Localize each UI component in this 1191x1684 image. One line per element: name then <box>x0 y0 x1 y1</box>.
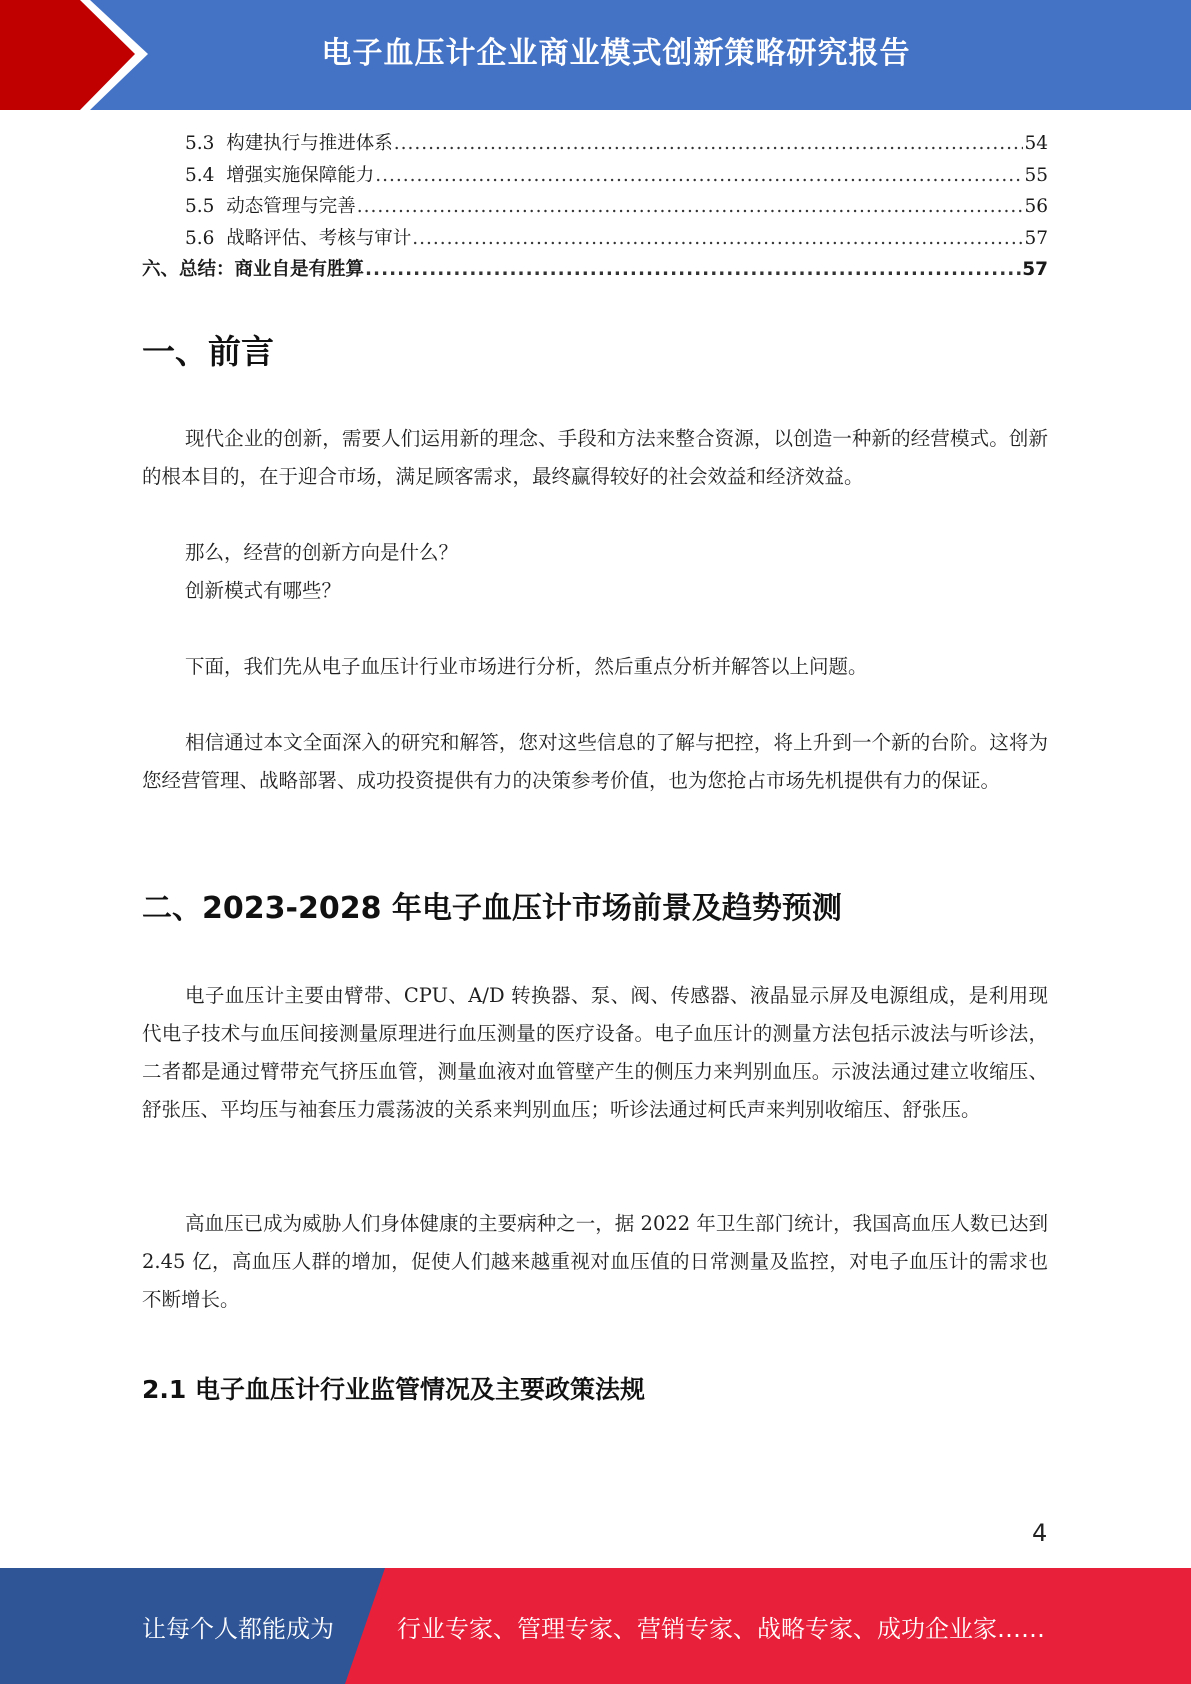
page-number: 4 <box>1032 1519 1048 1547</box>
toc-leader-dots <box>357 196 1024 217</box>
toc-leader-dots <box>365 259 1021 280</box>
preface-question-2: 创新模式有哪些？ <box>185 579 342 602</box>
toc-entry-number: 5.5 <box>185 196 215 217</box>
toc-entry-page: 55 <box>1024 164 1048 186</box>
toc-entry-chapter[interactable] <box>142 255 1048 287</box>
section-heading-preface: 一、前言 <box>142 332 274 371</box>
toc-entry-number: 5.4 <box>185 164 215 186</box>
toc-entry-page: 54 <box>1024 133 1048 154</box>
preface-paragraph-3: 相信通过本文全面深入的研究和解答，您对这些信息的了解与把控，将上升到一个新的台阶。这将为您经营管理、战略部署、成功投资提供有力的决策参考价值，也为您抢占市场先机提供有力的保证。 <box>142 731 1048 792</box>
market-paragraph-2: 高血压已成为威胁人们身体健康的主要病种之一，据 2022 年卫生部门统计，我国高血压人数已达到 2.45 亿，高血压人群的增加，促使人们越来越重视对血压值的日常测量及监控，对电子血压计的需求也不断增长。 <box>142 1212 1048 1311</box>
preface-paragraph-2: 下面，我们先从电子血压计行业市场进行分析，然后重点分析并解答以上问题。 <box>185 655 868 678</box>
footer-slogan-left: 让每个人都能成为 <box>142 1614 334 1643</box>
subsection-heading: 2.1 电子血压计行业监管情况及主要政策法规 <box>142 1375 645 1404</box>
market-paragraph-1: 电子血压计主要由臂带、CPU、A/D 转换器、泵、阀、传感器、液晶显示屏及电源组成，是利用现代电子技术与血压间接测量原理进行血压测量的医疗设备。电子血压计的测量方法包括示波法与听诊法，二者都是通过臂带充气挤压血管，测量血液对血管壁产生的侧压力来判别血压。示波法通过建立收缩压、舒张压、平均压与袖套压力震荡波的关系来判别血压；听诊法通过柯氏声来判别收缩压、舒张压。 <box>142 984 1048 1121</box>
preface-paragraph-1: 现代企业的创新，需要人们运用新的理念、手段和方法来整合资源，以创造一种新的经营模式。创新的根本目的，在于迎合市场，满足顾客需求，最终赢得较好的社会效益和经济效益。 <box>142 427 1048 488</box>
footer-banner <box>0 1568 1191 1684</box>
toc-entry[interactable] <box>142 224 1048 256</box>
toc-entry-page: 56 <box>1024 196 1048 217</box>
toc-entry[interactable] <box>142 161 1048 193</box>
report-title: 电子血压计企业商业模式创新策略研究报告 <box>321 36 911 71</box>
header-banner <box>0 0 1191 110</box>
section-heading-market-forecast: 二、2023-2028 年电子血压计市场前景及趋势预测 <box>142 891 842 926</box>
toc-entry-number: 5.6 <box>185 227 215 249</box>
toc-entry-page: 57 <box>1024 227 1048 249</box>
footer-slogan-right: 行业专家、管理专家、营销专家、战略专家、成功企业家…… <box>397 1614 1045 1643</box>
toc-entry-number: 5.3 <box>185 133 215 154</box>
toc-entry-page: 57 <box>1022 259 1048 280</box>
preface-question-1: 那么，经营的创新方向是什么？ <box>185 541 459 564</box>
table-of-contents <box>142 129 1048 287</box>
toc-entry-label: 增强实施保障能力 <box>226 164 375 186</box>
toc-entry[interactable] <box>142 192 1048 224</box>
toc-leader-dots <box>375 165 1023 186</box>
toc-leader-dots <box>394 133 1024 154</box>
toc-entry[interactable] <box>142 129 1048 161</box>
toc-entry-label: 战略评估、考核与审计 <box>226 227 412 249</box>
toc-entry-label: 构建执行与推进体系 <box>226 133 393 154</box>
toc-entry-label: 六、总结：商业自是有胜算 <box>142 259 365 280</box>
toc-leader-dots <box>412 228 1023 249</box>
toc-entry-label: 动态管理与完善 <box>226 196 356 217</box>
